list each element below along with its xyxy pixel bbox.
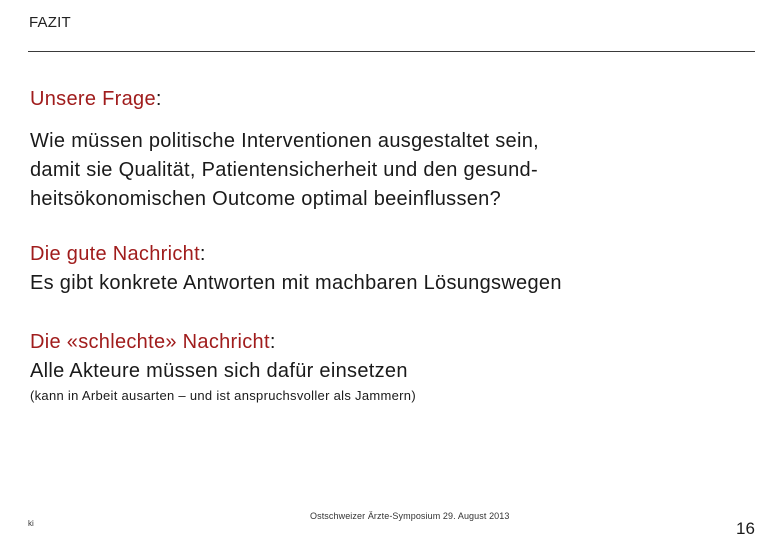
bad-news-heading-text: Die «schlechte» Nachricht	[30, 331, 270, 353]
question-line-2: damit sie Qualität, Patientensicherheit und den gesund-	[30, 159, 538, 181]
bad-news-section	[30, 328, 408, 386]
question-line-3: heitsökonomischen Outcome optimal beeinflussen?	[30, 188, 502, 210]
footer-event: Ostschweizer Ärzte-Symposium 29. August 2013	[310, 511, 510, 521]
question-heading-colon: :	[155, 88, 162, 110]
bad-news-note: (kann in Arbeit ausarten – und ist anspruchsvoller als Jammern)	[30, 388, 416, 403]
good-news-heading	[30, 240, 562, 269]
good-news-body: Es gibt konkrete Antworten mit machbaren Lösungswegen	[30, 272, 562, 294]
question-heading-text: Unsere Frage	[30, 88, 156, 110]
slide-title: FAZIT	[29, 14, 71, 31]
footer-initials: ki	[28, 519, 34, 528]
bad-news-heading	[30, 328, 408, 357]
page-number: 16	[736, 519, 755, 538]
question-line-1: Wie müssen politische Interventionen ausgestaltet sein,	[30, 130, 539, 152]
bad-news-heading-colon: :	[269, 331, 276, 353]
good-news-heading-text: Die gute Nachricht	[30, 243, 200, 265]
bad-news-body: Alle Akteure müssen sich dafür einsetzen	[30, 360, 408, 382]
question-heading	[30, 85, 162, 114]
good-news-section	[30, 240, 562, 298]
title-divider	[28, 51, 755, 52]
question-body	[30, 127, 539, 214]
question-section-heading	[30, 85, 162, 114]
good-news-heading-colon: :	[199, 243, 206, 265]
